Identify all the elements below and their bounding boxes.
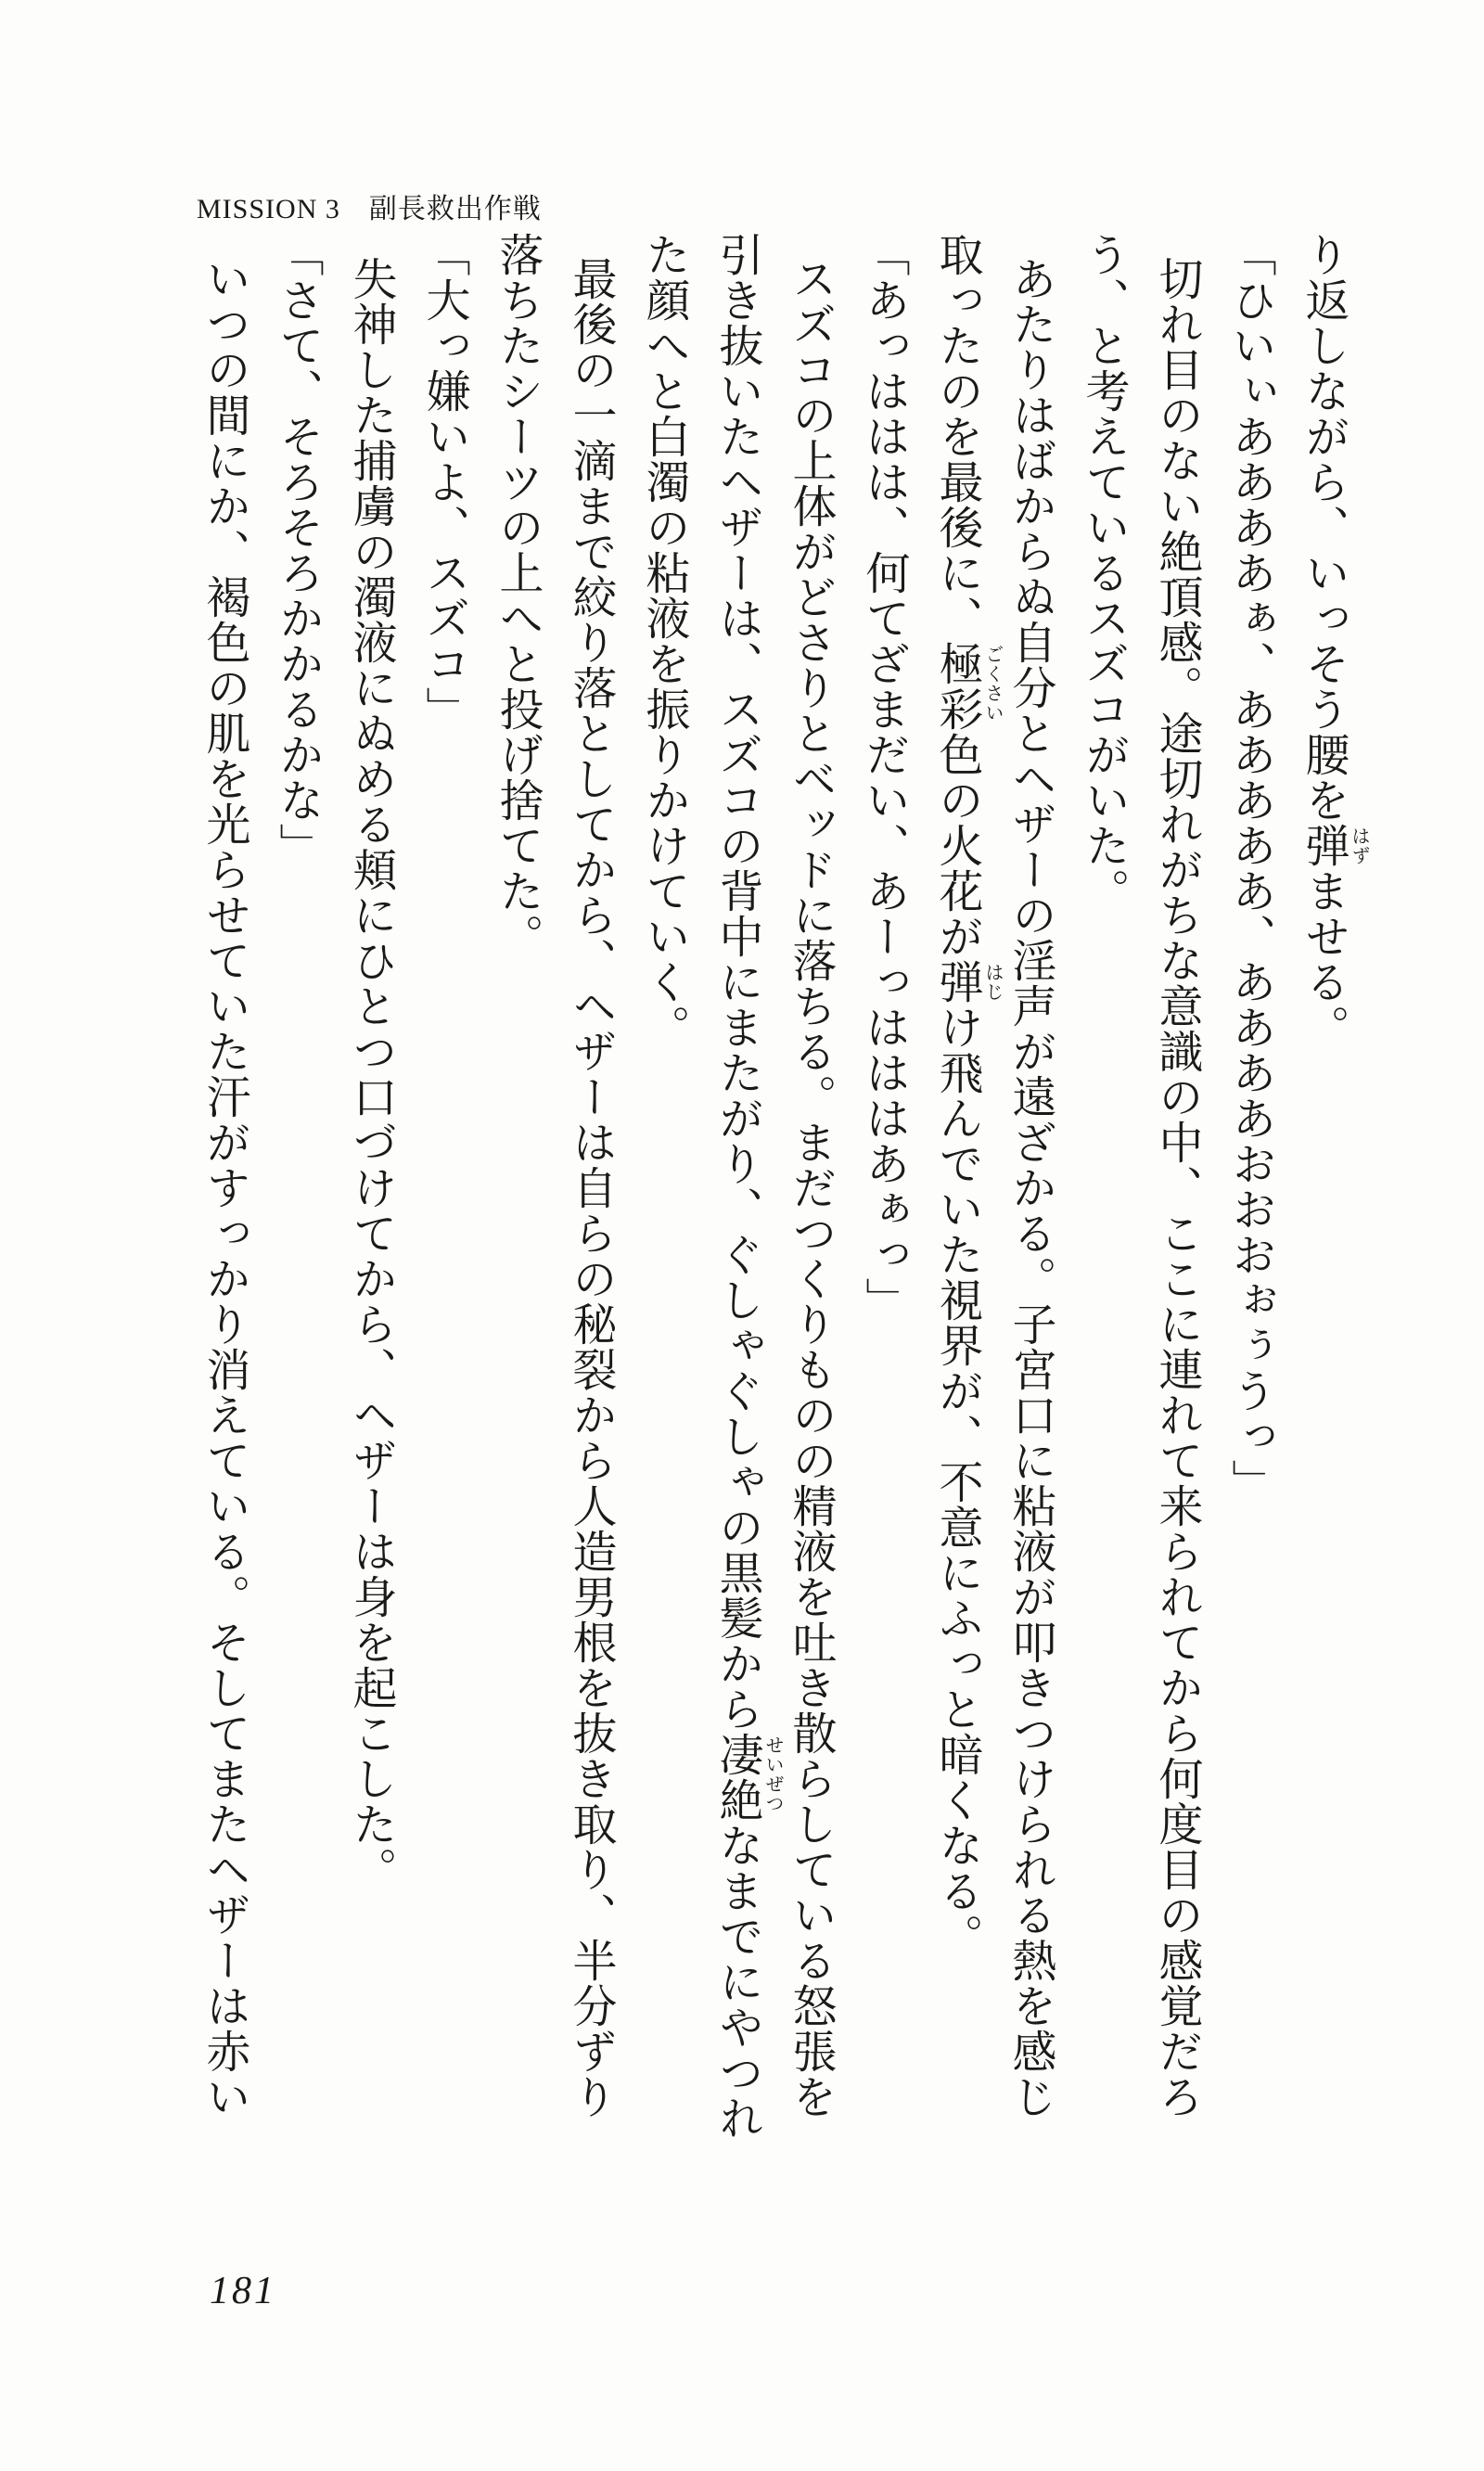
text-run: 弾 bbox=[932, 959, 981, 1005]
text-column bbox=[639, 232, 688, 2170]
text-run: 「ひいぃああああぁ、あああああ、ああああおおおぉぅうっ」 bbox=[1225, 232, 1274, 1504]
text-column bbox=[421, 232, 466, 2170]
text-run: 凄絶 bbox=[712, 1732, 761, 1823]
text-run: 最後の一滴まで絞り落としてから、ヘザーは自らの秘裂から人造男根を抜き取り、半分ずり bbox=[566, 256, 615, 2119]
furigana: せいぜつ bbox=[762, 1735, 783, 1813]
text-column bbox=[199, 232, 249, 2170]
text-column bbox=[1079, 232, 1128, 2170]
ruby-base bbox=[1298, 823, 1369, 868]
text-column bbox=[859, 232, 908, 2170]
text-run: 落ちたシーツの上へと投げ捨てた。 bbox=[493, 232, 542, 959]
ruby-base bbox=[932, 959, 1003, 1005]
text-run: 弾 bbox=[1298, 823, 1348, 868]
text-run: 色の火花が bbox=[932, 732, 981, 959]
chapter-header-text: MISSION 3 副長救出作戦 bbox=[197, 194, 542, 224]
ruby-base bbox=[932, 641, 1003, 732]
text-column bbox=[1152, 232, 1201, 2170]
text-column bbox=[786, 232, 835, 2170]
text-column bbox=[346, 232, 395, 2170]
text-run: た顔へと白濁の粘液を振りかけていく。 bbox=[639, 232, 688, 1050]
text-column bbox=[1298, 232, 1369, 2170]
furigana: はず bbox=[1349, 826, 1369, 865]
text-run: あたりはばからぬ自分とヘザーの淫声が遠ざかる。子宮口に粘液が叩きつけられる熱を感じ bbox=[1005, 256, 1055, 2119]
text-run: り返しながら、いっそう腰を bbox=[1298, 232, 1348, 823]
text-column bbox=[932, 232, 1003, 2170]
text-run: 切れ目のない絶頂感。途切れがちな意識の中、ここに連れて来られてから何度目の感覚だろ bbox=[1152, 256, 1201, 2119]
text-run: 極彩 bbox=[932, 641, 981, 732]
text-run: 失神した捕虜の濁液にぬめる頬にひとつ口づけてから、ヘザーは身を起こした。 bbox=[346, 256, 395, 1892]
text-run: 引き抜いたヘザーは、スズコの背中にまたがり、ぐしゃぐしゃの黒髪から bbox=[712, 232, 761, 1732]
text-run: いつの間にか、褐色の肌を光らせていた汗がすっかり消えている。そしてまたヘザーは赤い bbox=[199, 256, 249, 2119]
ruby-base bbox=[712, 1732, 783, 1823]
text-run: 「あっははは、何てざまだい、あーっはははあぁっ」 bbox=[859, 232, 908, 1323]
text-column bbox=[493, 232, 542, 2170]
page-number: 181 bbox=[210, 2270, 276, 2312]
text-run: 「さて、そろそろかかるかな」 bbox=[273, 232, 322, 868]
text-run: スズコの上体がどさりとベッドに落ちる。まだつくりものの精液を吐き散らしている怒張を bbox=[786, 256, 835, 2119]
text-run: 取ったのを最後に、 bbox=[932, 232, 981, 641]
text-run: う、と考えているスズコがいた。 bbox=[1079, 232, 1128, 914]
furigana: はじ bbox=[982, 963, 1003, 1002]
text-run: け飛んでいた視界が、不意にふっと暗くなる。 bbox=[932, 1005, 981, 1959]
text-run: なまでにやつれ bbox=[712, 1823, 761, 2141]
text-column bbox=[1227, 232, 1272, 2170]
furigana: ごくさい bbox=[982, 645, 1003, 723]
text-column bbox=[273, 232, 322, 2170]
vertical-text-block bbox=[173, 232, 1369, 2170]
text-run: ませる。 bbox=[1298, 868, 1348, 1050]
text-column bbox=[1005, 232, 1055, 2170]
text-run: 「大っ嫌いよ、スズコ」 bbox=[419, 232, 468, 732]
text-column bbox=[712, 232, 783, 2170]
text-column bbox=[566, 232, 615, 2170]
